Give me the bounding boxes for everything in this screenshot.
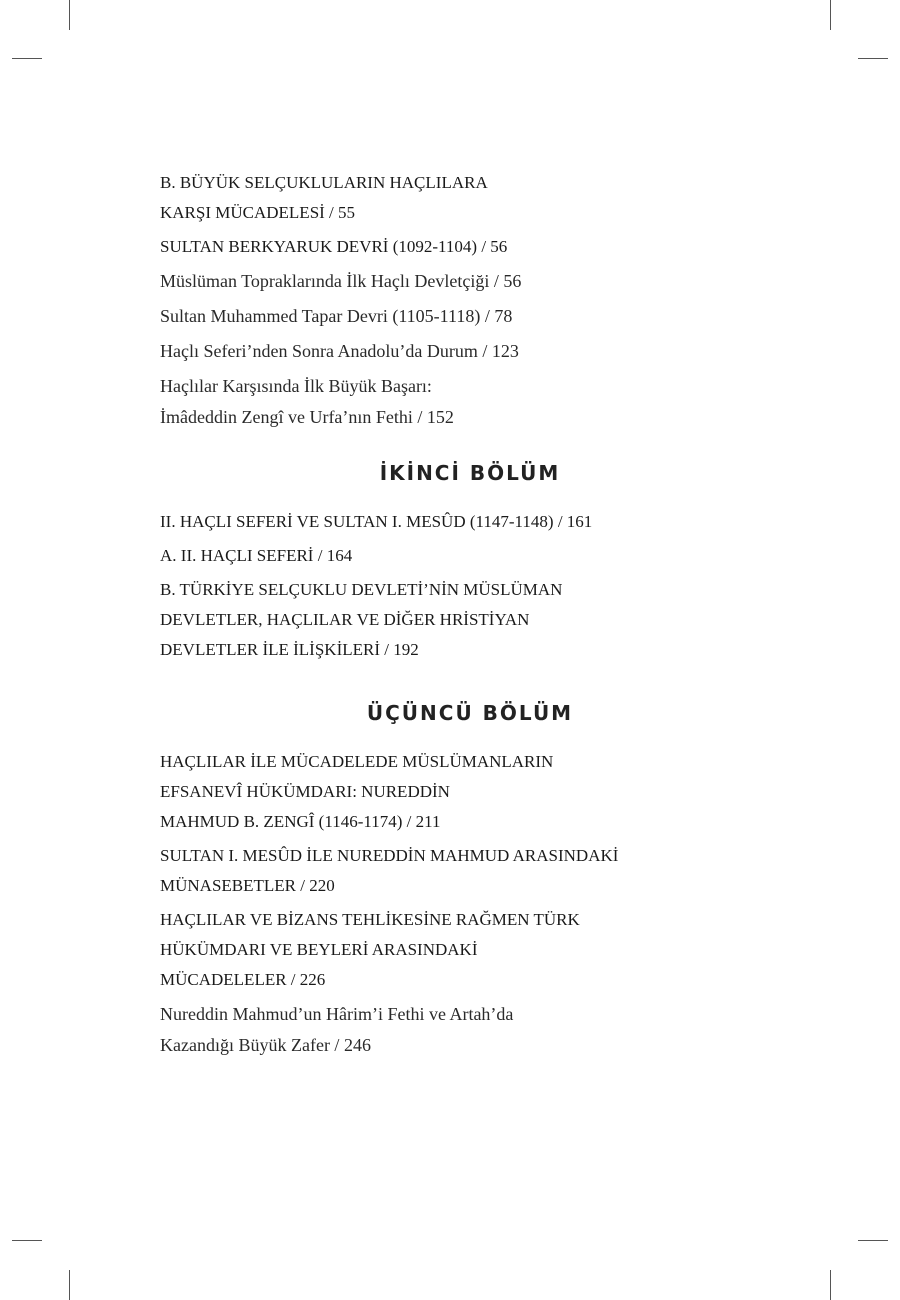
toc-entry-line: İmâdeddin Zengî ve Urfa’nın Fethi / 152	[160, 407, 454, 427]
section-b-entries	[160, 168, 780, 433]
toc-entry-line: MAHMUD B. ZENGÎ (1146-1174) / 211	[160, 812, 441, 831]
toc-entry-line: B. TÜRKİYE SELÇUKLU DEVLETİ’NİN MÜSLÜMAN	[160, 580, 563, 599]
crop-mark-right-bottom	[858, 1240, 888, 1241]
toc-entry-line: HAÇLILAR VE BİZANS TEHLİKESİNE RAĞMEN TÜRK	[160, 910, 580, 929]
toc-entry-line: DEVLETLER, HAÇLILAR VE DİĞER HRİSTİYAN	[160, 610, 530, 629]
toc-entry	[160, 747, 780, 837]
chapter-two-heading: İKİNCİ BÖLÜM	[379, 461, 561, 485]
toc-entry	[160, 301, 780, 332]
toc-entry-line: SULTAN BERKYARUK DEVRİ (1092-1104) / 56	[160, 237, 508, 256]
toc-entry-line: II. HAÇLI SEFERİ VE SULTAN I. MESÛD (1147-1148) / 161	[160, 512, 593, 531]
crop-mark-top-left	[69, 0, 70, 30]
crop-mark-left-bottom	[12, 1240, 42, 1241]
chapter-three-heading: ÜÇÜNCÜ BÖLÜM	[366, 701, 574, 725]
toc-entry-line: Nureddin Mahmud’un Hârim’i Fethi ve Artah’da	[160, 1004, 514, 1024]
toc-entry-line: Sultan Muhammed Tapar Devri (1105-1118) / 78	[160, 306, 513, 326]
toc-entry-line: MÜNASEBETLER / 220	[160, 876, 335, 895]
crop-mark-bottom-left	[69, 1270, 70, 1300]
crop-mark-right-top	[858, 58, 888, 59]
crop-mark-left-top	[12, 58, 42, 59]
table-of-contents	[160, 168, 780, 1065]
crop-mark-bottom-right	[830, 1270, 831, 1300]
toc-entry	[160, 371, 780, 433]
toc-entry	[160, 266, 780, 297]
toc-entry	[160, 999, 780, 1061]
toc-entry-line: HAÇLILAR İLE MÜCADELEDE MÜSLÜMANLARIN	[160, 752, 554, 771]
chapter-two-entries	[160, 507, 780, 665]
toc-entry-line: MÜCADELELER / 226	[160, 970, 326, 989]
toc-entry	[160, 168, 780, 228]
toc-entry-line: Haçlılar Karşısında İlk Büyük Başarı:	[160, 376, 432, 396]
toc-entry-line: EFSANEVÎ HÜKÜMDARI: NUREDDİN	[160, 782, 450, 801]
toc-entry-line: HÜKÜMDARI VE BEYLERİ ARASINDAKİ	[160, 940, 478, 959]
toc-entry-line: DEVLETLER İLE İLİŞKİLERİ / 192	[160, 640, 419, 659]
toc-entry	[160, 841, 780, 901]
toc-entry-line: SULTAN I. MESÛD İLE NUREDDİN MAHMUD ARASINDAKİ	[160, 846, 619, 865]
toc-entry	[160, 541, 780, 571]
toc-entry	[160, 905, 780, 995]
toc-entry-line: B. BÜYÜK SELÇUKLULARIN HAÇLILARA	[160, 173, 488, 192]
toc-entry-line: Haçlı Seferi’nden Sonra Anadolu’da Durum / 123	[160, 341, 519, 361]
toc-entry	[160, 232, 780, 262]
toc-entry	[160, 336, 780, 367]
chapter-three-entries	[160, 747, 780, 1061]
toc-entry	[160, 575, 780, 665]
toc-entry-line: KARŞI MÜCADELESİ / 55	[160, 203, 356, 222]
toc-entry-line: A. II. HAÇLI SEFERİ / 164	[160, 546, 353, 565]
toc-entry-line: Müslüman Topraklarında İlk Haçlı Devletçiği / 56	[160, 271, 522, 291]
toc-entry	[160, 507, 780, 537]
crop-mark-top-right	[830, 0, 831, 30]
toc-entry-line: Kazandığı Büyük Zafer / 246	[160, 1035, 371, 1055]
